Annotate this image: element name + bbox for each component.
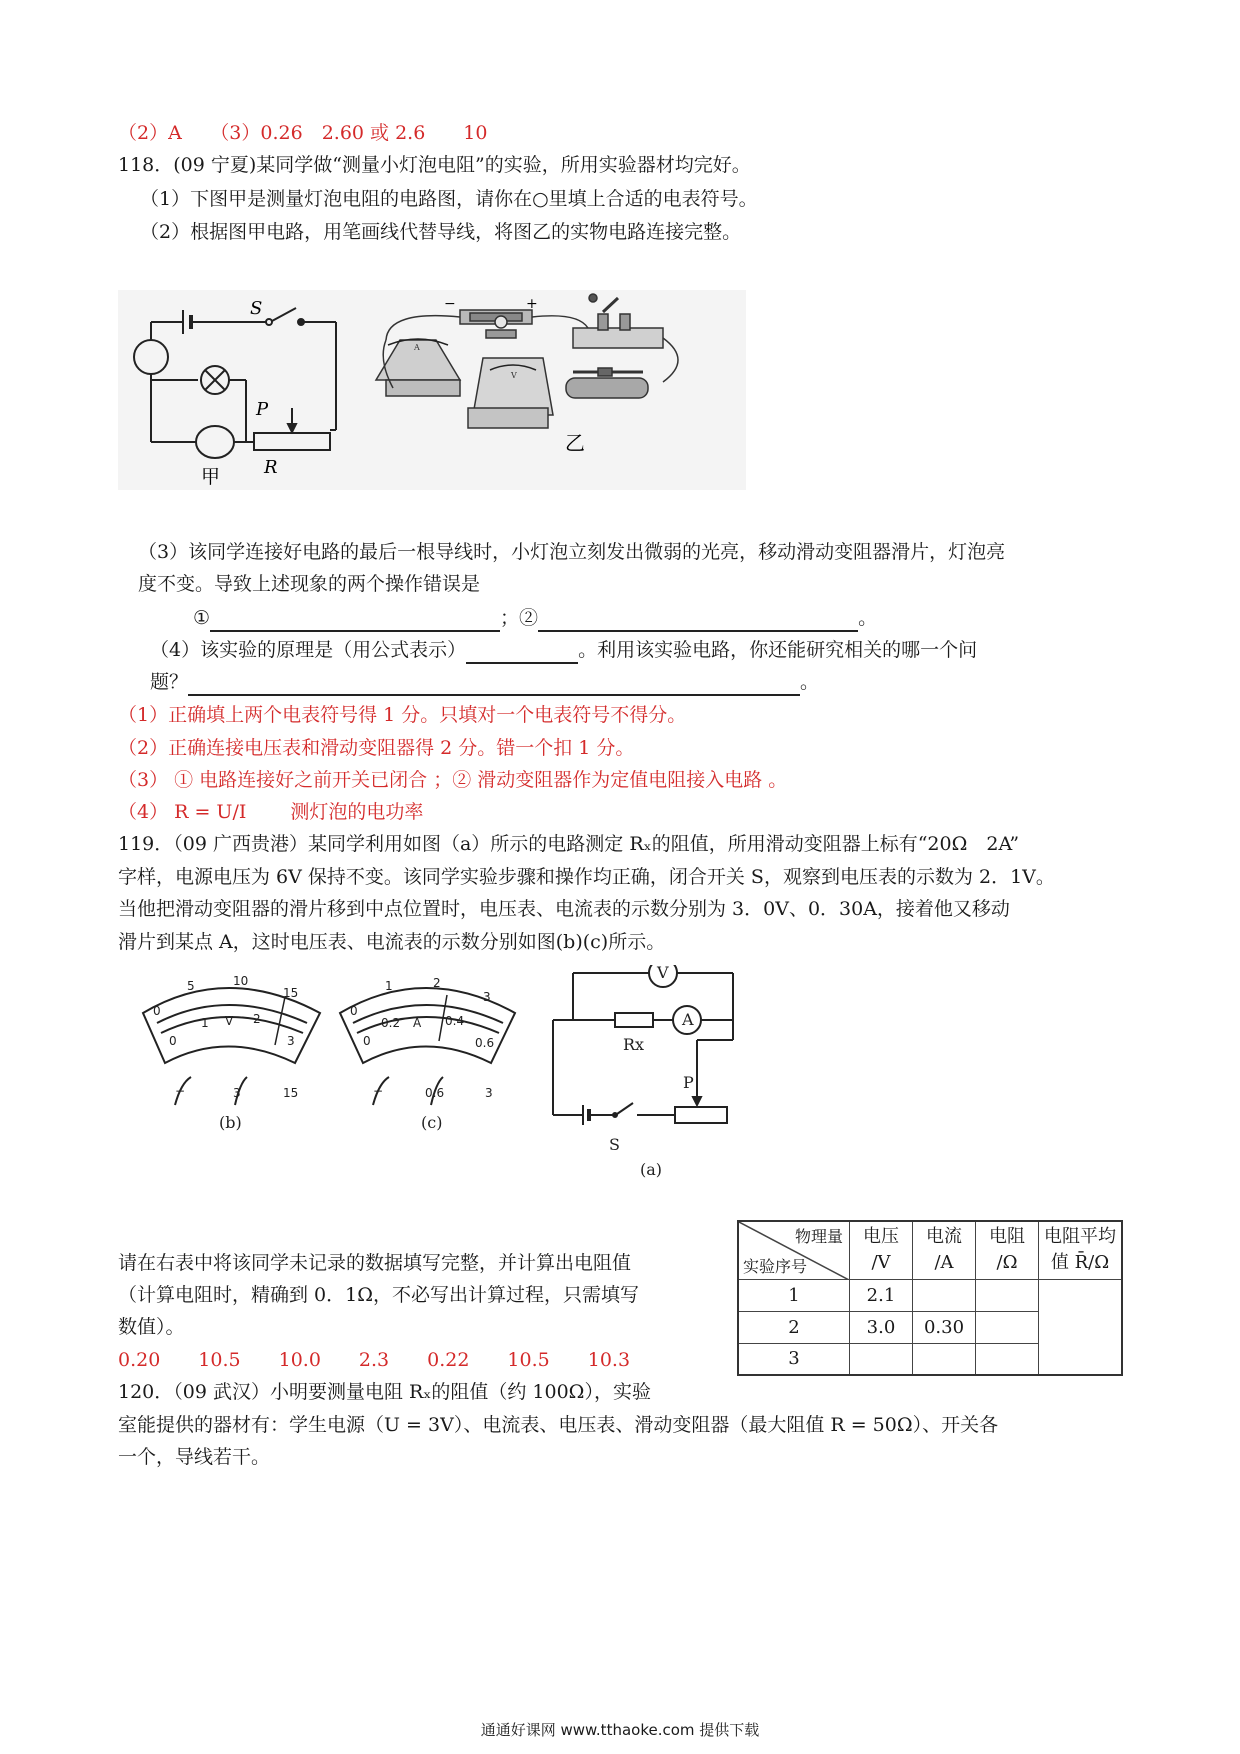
corner-top-label: 物理量 [794,1227,843,1246]
v-terminal-neg: − [175,1084,186,1098]
row-number: 2 [738,1311,850,1343]
v-terminal-15: 15 [283,1086,299,1100]
a-unit: A [413,1016,422,1030]
a-tick-b06: 0.6 [475,1036,495,1050]
a-tick-3: 3 [483,990,491,1004]
blank-marker-2: ；② [500,607,539,629]
a-tick-2: 2 [433,976,441,990]
header-current: 电流 /A [913,1221,976,1279]
period-2: 。 [800,671,820,693]
a-terminal-neg: − [373,1084,384,1098]
a-tick-b04: 0.4 [445,1014,465,1028]
cell-resistance[interactable] [976,1311,1039,1343]
question-118-part3-blanks [193,604,877,632]
a-tick-1: 1 [385,979,393,993]
cell-current[interactable] [913,1279,976,1311]
question-120-line1: 120．（09 武汉）小明要测量电阻 Rₓ的阻值（约 100Ω），实验 [118,1381,651,1403]
question-120-line3: 一个，导线若干。 [118,1446,271,1468]
cell-voltage: 3.0 [850,1311,913,1343]
answer-118-1: （1）正确填上两个电表符号得 1 分。只填对一个电表符号不得分。 [118,704,687,726]
row-number: 3 [738,1343,850,1375]
v-tick-10: 10 [233,974,249,988]
voltmeter-device [473,358,553,415]
question-118-part4-line1 [150,636,977,664]
part4-line2-prefix: 题？ [150,671,189,693]
data-table [737,1220,1123,1376]
table-row [738,1279,1122,1311]
question-118-part1: （1）下图甲是测量灯泡电阻的电路图，请你在○里填上合适的电表符号。 [140,188,758,210]
question-119-line5: 请在右表中将该同学未记录的数据填写完整，并计算出电阻值 [118,1252,632,1274]
question-118-stem: 118．(09 宁夏)某同学做“测量小灯泡电阻”的实验，所用实验器材均完好。 [118,154,751,176]
v-tick-5: 5 [187,979,195,993]
question-118-part3-line1: （3）该同学连接好电路的最后一根导线时，小灯泡立刻发出微弱的光亮，移动滑动变阻器滑片，灯泡亮 [138,541,1006,563]
answer-blank-1[interactable] [210,610,500,632]
figure-119 [135,965,775,1185]
s-label: S [609,1135,620,1154]
row-number: 1 [738,1279,850,1311]
question-119-line1: 119．（09 广西贵港）某同学利用如图（a）所示的电路测定 Rₓ的阻值，所用滑动变阻器上标有“20Ω 2A” [118,833,1020,855]
question-119-line6: （计算电阻时，精确到 0．1Ω，不必写出计算过程，只需填写 [118,1284,639,1306]
header-avg-resistance: 电阻平均 值 R̄/Ω [1039,1221,1123,1279]
p-label: P [683,1073,694,1092]
answer-blank-2[interactable] [538,610,858,632]
v-terminal-3: 3 [233,1086,241,1100]
cell-voltage: 2.1 [850,1279,913,1311]
part4-suffix: 。利用该实验电路，你还能研究相关的哪一个问 [578,639,978,661]
question-119-line2: 字样，电源电压为 6V 保持不变。该同学实验步骤和操作均正确，闭合开关 S，观察到电压表的示数为 2．1V。 [118,866,1055,888]
cell-avg-resistance[interactable] [1039,1279,1123,1375]
answer-118-3: （3） ① 电路连接好之前开关已闭合 ；② 滑动变阻器作为定值电阻接入电路 。 [118,769,788,791]
corner-bottom-label: 实验序号 [743,1256,808,1276]
a-tick-b0: 0 [363,1034,371,1048]
bulb-holder [486,330,516,338]
answer-118-2: （2）正确连接电压表和滑动变阻器得 2 分。错一个扣 1 分。 [118,737,635,759]
question-118-part2: （2）根据图甲电路，用笔画线代替导线，将图乙的实物电路连接完整。 [140,221,742,243]
cell-current: 0.30 [913,1311,976,1343]
question-118-part3-line2: 度不变。导致上述现象的两个操作错误是 [138,573,481,595]
formula-blank[interactable] [466,642,578,664]
cell-voltage[interactable] [850,1343,913,1375]
v-unit: V [225,1014,234,1028]
v-tick-b3: 3 [287,1034,295,1048]
v-tick-b1: 1 [201,1016,209,1030]
question-118-part4-line2 [150,668,819,696]
cell-resistance[interactable] [976,1343,1039,1375]
v-tick-0: 0 [153,1004,161,1018]
answer-119: 0.20 10.5 10.0 2.3 0.22 10.5 10.3 [118,1349,631,1371]
answer-line-117: （2）A （3）0.26 2.60 或 2.6 10 [118,122,488,144]
a-terminal-3: 3 [485,1086,493,1100]
switch-label: S [250,298,263,319]
rheostat-device [566,378,648,398]
cell-current[interactable] [913,1343,976,1375]
page-footer: 通通好课网 www.tthaoke.com 提供下载 [480,1721,760,1739]
table-corner [738,1221,850,1279]
caption-jia: 甲 [201,466,221,488]
v-tick-15: 15 [283,986,299,1000]
caption-b: (b) [219,1113,242,1132]
question-119-line4: 滑片到某点 A，这时电压表、电流表的示数分别如图(b)(c)所示。 [118,931,666,953]
svg-text:V: V [511,371,517,380]
period: 。 [858,607,878,629]
resistor-label: R [264,457,278,478]
rx-resistor [615,1013,653,1027]
header-resistance: 电阻 /Ω [976,1221,1039,1279]
a-symbol-letter: A [682,1010,694,1029]
slider-label: P [256,399,269,420]
rx-label: Rx [623,1035,645,1054]
caption-c: (c) [421,1113,443,1132]
question-120-line2: 室能提供的器材有：学生电源（U = 3V）、电流表、电压表、滑动变阻器（最大阻值 R = 50Ω）、开关各 [118,1414,999,1436]
a-tick-0: 0 [350,1004,358,1018]
caption-a: (a) [640,1160,663,1179]
part4-prefix: （4）该实验的原理是（用公式表示） [150,639,467,661]
v-symbol-letter: V [657,965,669,982]
answer-118-4: （4） R = U/I 测灯泡的电功率 [118,801,424,823]
caption-yi: 乙 [565,431,585,455]
v-tick-b0: 0 [169,1034,177,1048]
rheostat-symbol-119 [675,1107,727,1123]
question-119-line3: 当他把滑动变阻器的滑片移到中点位置时，电压表、电流表的示数分别为 3．0V、0．30A，接着他又移动 [118,898,1010,920]
knife-switch [573,328,663,348]
a-tick-b02: 0.2 [381,1016,401,1030]
battery-plus: + [526,296,538,312]
research-blank[interactable] [188,674,800,696]
header-voltage: 电压 /V [850,1221,913,1279]
svg-text:A: A [414,343,420,352]
figure-118 [118,290,746,490]
a-terminal-06: 0.6 [425,1086,445,1100]
battery-minus: − [444,296,456,312]
blank-marker-1: ① [193,607,211,629]
cell-resistance[interactable] [976,1279,1039,1311]
question-119-line7: 数值）。 [118,1316,185,1338]
v-tick-b2: 2 [253,1012,261,1026]
